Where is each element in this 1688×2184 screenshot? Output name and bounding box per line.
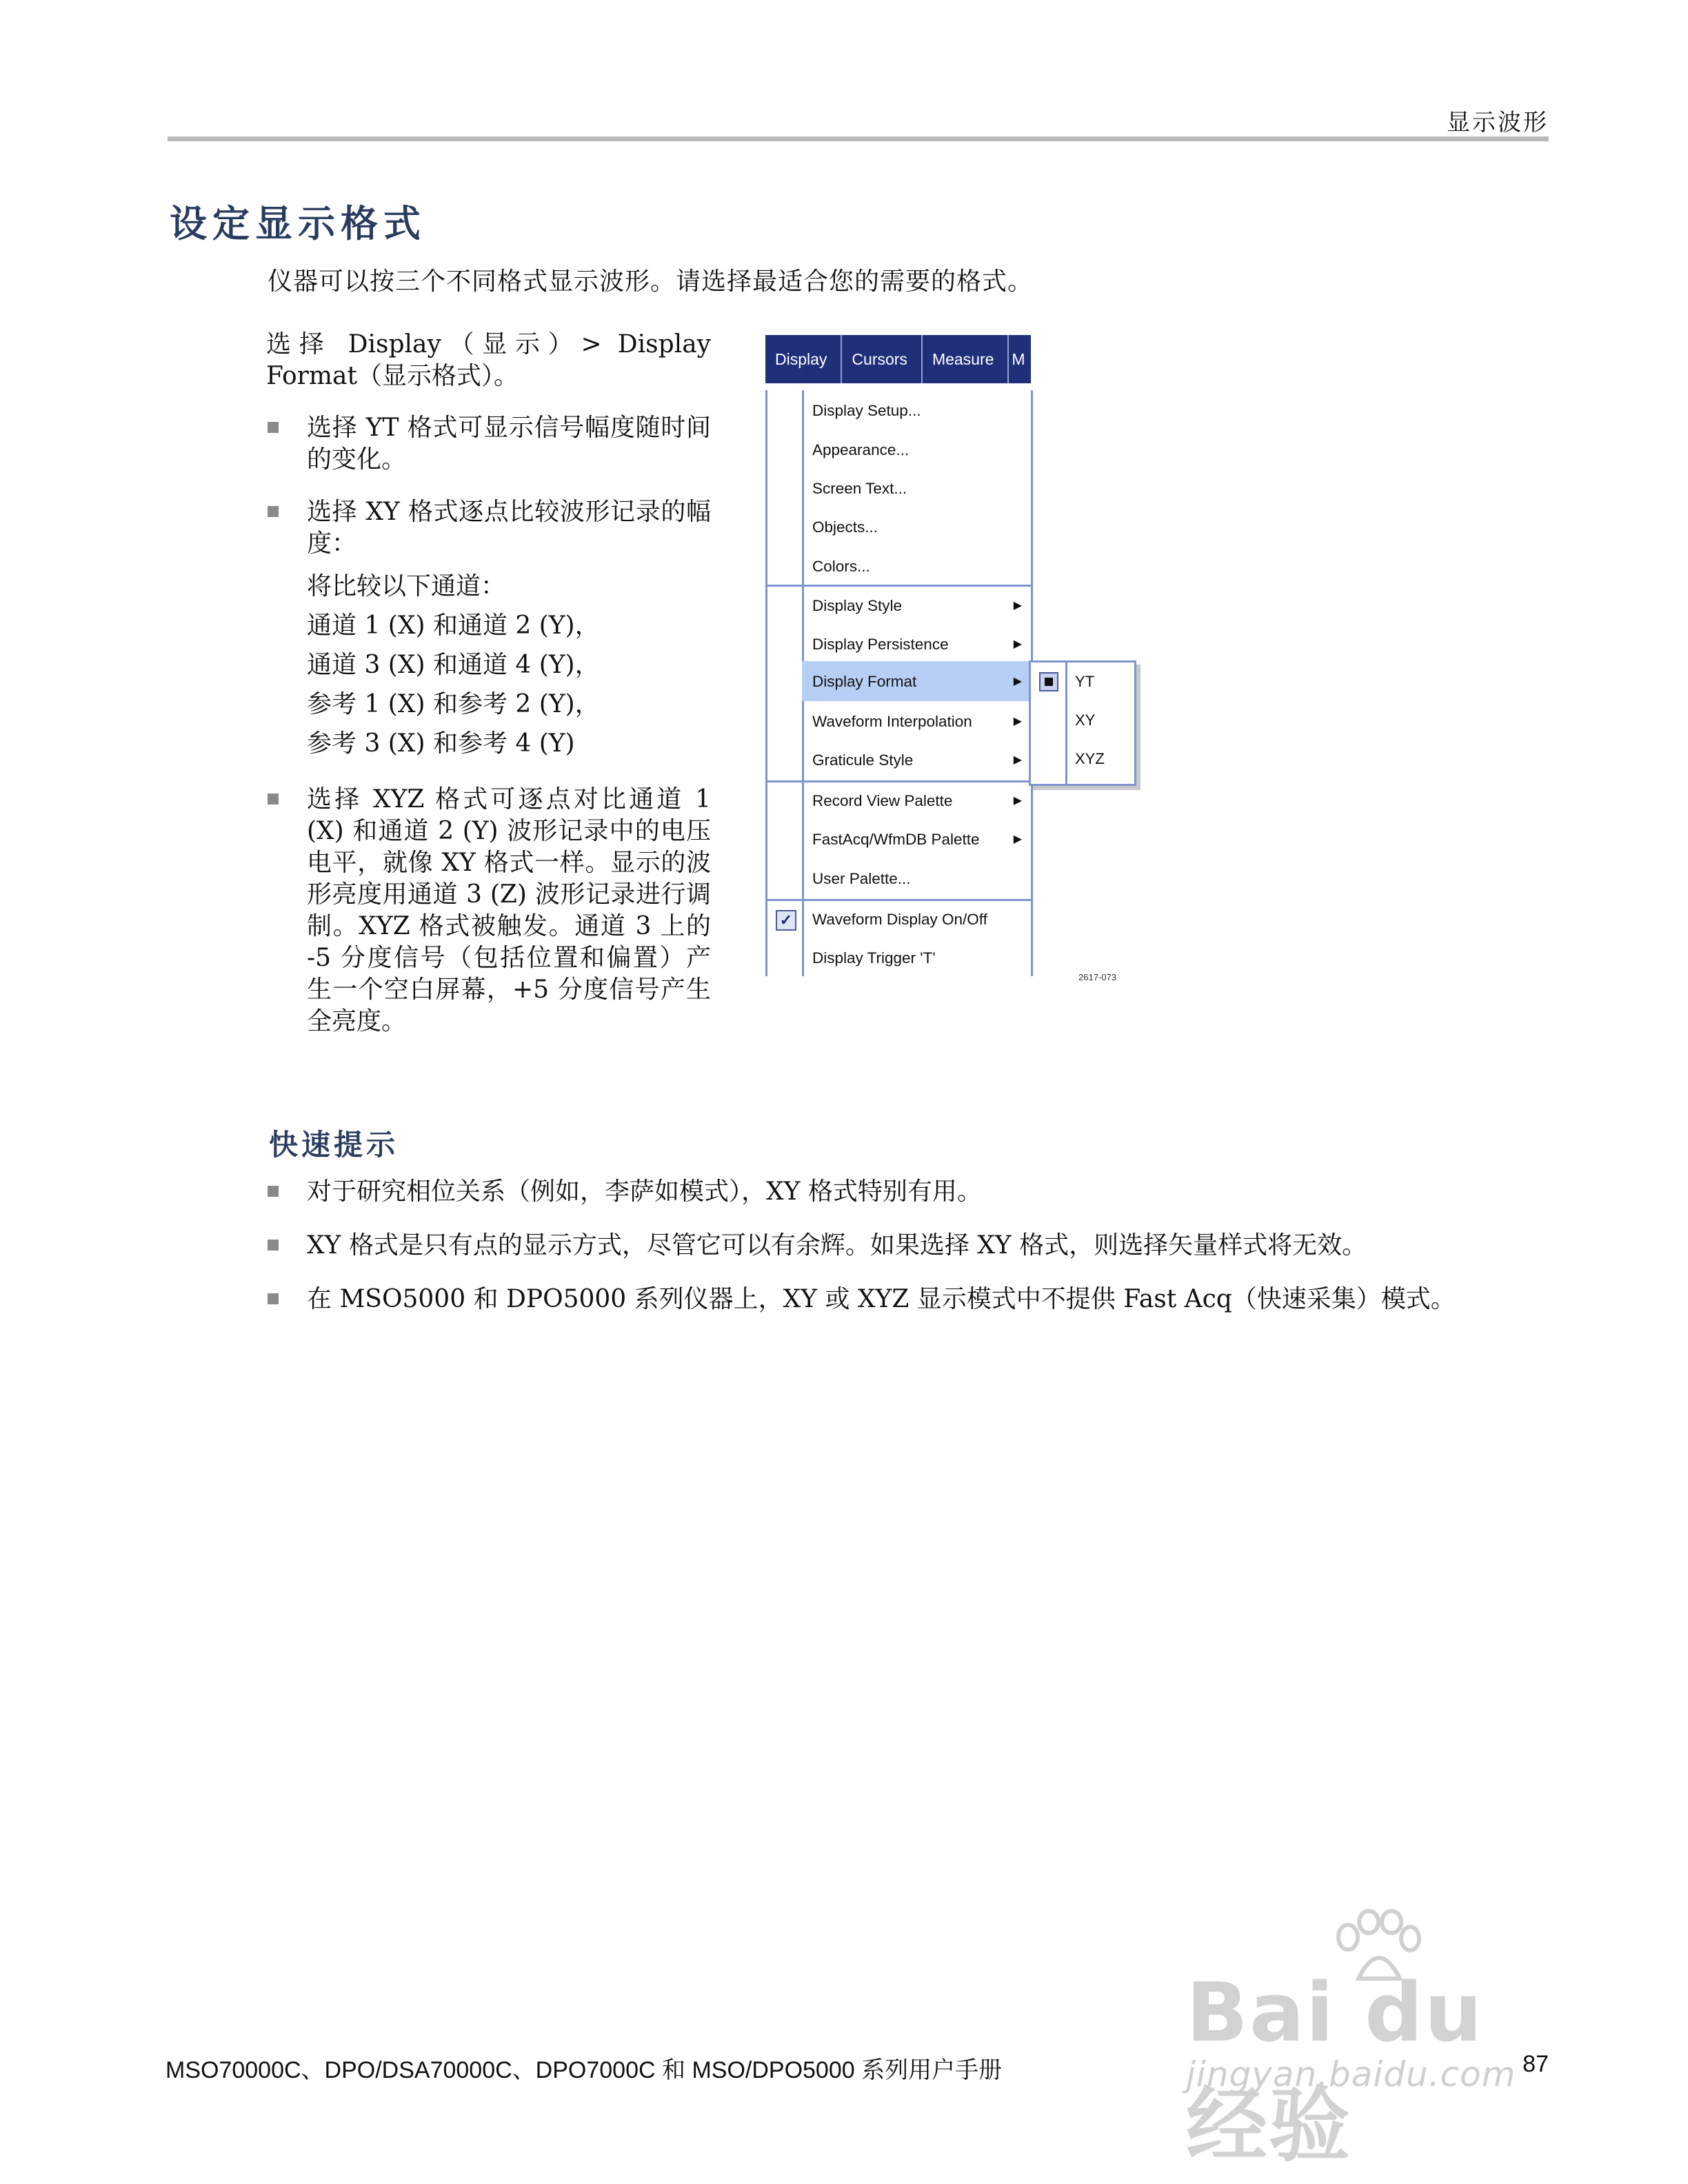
xy-pair: 通道 1 (X) 和通道 2 (Y)，: [307, 611, 600, 640]
bullet-marker: [268, 1293, 279, 1304]
figure-id: 2617-073: [1078, 972, 1116, 982]
format-bullet-list: [266, 412, 711, 1058]
menubar: [765, 335, 1031, 383]
menu-item-waveform-display[interactable]: Waveform Display On/Off: [812, 911, 987, 928]
bullet-xy: [266, 496, 711, 763]
submenu-item-xy[interactable]: XY: [1075, 711, 1096, 729]
menu-item-user-palette[interactable]: User Palette...: [812, 870, 911, 887]
bullet-marker: [268, 793, 279, 805]
bullet-marker: [268, 1186, 279, 1197]
xy-pair: 参考 1 (X) 和参考 2 (Y)，: [307, 690, 600, 718]
menu-item-objects[interactable]: Objects...: [812, 518, 878, 536]
menu-item-display-style[interactable]: Display Style ▶: [812, 587, 1026, 625]
watermark-brand: Bai du 经验: [1186, 1965, 1484, 2173]
menu-item-appearance[interactable]: Appearance...: [812, 441, 910, 458]
page-title: 设定显示格式: [170, 202, 426, 245]
submenu-arrow-icon: ▶: [1013, 716, 1022, 727]
bullet-yt-text: 选择 YT 格式可显示信号幅度随时间的变化。: [307, 414, 711, 474]
menu-item-display-persistence[interactable]: Display Persistence ▶: [812, 625, 1026, 664]
menu-display[interactable]: Display: [765, 335, 842, 383]
submenu-arrow-icon: ▶: [1013, 638, 1022, 650]
menu-item-fastacq-palette[interactable]: FastAcq/WfmDB Palette ▶: [812, 820, 1026, 859]
submenu-arrow-icon: ▶: [1013, 676, 1022, 687]
page-number: 87: [1523, 2051, 1549, 2077]
footer-manual-title: MSO70000C、DPO/DSA70000C、DPO7000C 和 MSO/DPO5000 系列用户手册: [165, 2057, 1003, 2083]
bullet-xyz-text: 选择 XYZ 格式可逐点对比通道 1 (X) 和通道 2 (Y) 波形记录中的电压电平，就像 XY 格式一样。显示的波形亮度用通道 3 (Z) 波形记录进行调制。XYZ 格式被触发。通道 3 上的 -5 分度信号（包括位置和偏置）产生一个空白屏幕，+5 分度信号产生全亮度。: [307, 785, 711, 1035]
submenu-item-xyz[interactable]: XYZ: [1075, 750, 1105, 767]
xy-pair: 参考 3 (X) 和参考 4 (Y): [307, 729, 575, 758]
display-format-submenu: [1029, 660, 1136, 786]
dropdown-gutter: [767, 390, 804, 976]
baidu-watermark: [1165, 1910, 1579, 2173]
bullet-xyz: [266, 784, 711, 1038]
menu-item-display-setup[interactable]: Display Setup...: [812, 402, 921, 419]
tip-item: 对于研究相位关系（例如，李萨如模式），XY 格式特别有用。: [266, 1176, 1521, 1230]
display-menu-screenshot: [765, 335, 1141, 990]
menu-cursors[interactable]: Cursors: [842, 335, 923, 383]
submenu-arrow-icon: ▶: [1013, 833, 1022, 845]
radio-selected-icon: [1039, 672, 1058, 691]
tips-heading: 快速提示: [269, 1128, 399, 1162]
intro-text: 仪器可以按三个不同格式显示波形。请选择最适合您的需要的格式。: [268, 267, 1034, 296]
xy-pair: 通道 3 (X) 和通道 4 (Y)，: [307, 651, 600, 679]
menu-item-colors[interactable]: Colors...: [812, 558, 870, 575]
checkbox-checked-icon: ✓: [776, 910, 796, 931]
instruction-line-2: Format（显示格式）。: [266, 362, 519, 390]
menu-truncated[interactable]: M: [1012, 350, 1025, 368]
instruction-line-1: 选择 Display（显示）> Display: [266, 330, 711, 358]
menu-item-screen-text[interactable]: Screen Text...: [812, 480, 907, 497]
bullet-xy-text: 选择 XY 格式逐点比较波形记录的幅度：: [307, 498, 711, 558]
bullet-marker: [268, 422, 279, 433]
xy-compare-text: 将比较以下通道： 通道 1 (X) 和通道 2 (Y)， 通道 3 (X) 和通道 4 (Y)， 参考 1 (X) 和参考 2 (Y)， 参考 3 (X) 和参考 4 (Y): [307, 572, 600, 758]
display-dropdown: [765, 390, 1033, 976]
bullet-marker: [268, 1240, 279, 1251]
watermark-url: jingyan.baidu.com: [1186, 2054, 1516, 2094]
menu-item-graticule-style[interactable]: Graticule Style ▶: [812, 741, 1026, 780]
section-label: 显示波形: [1447, 109, 1549, 136]
submenu-arrow-icon: ▶: [1013, 600, 1022, 611]
bullet-marker: [268, 506, 279, 517]
tip-item: XY 格式是只有点的显示方式，尽管它可以有余辉。如果选择 XY 格式，则选择矢量样式将无效。: [266, 1230, 1521, 1284]
submenu-arrow-icon: ▶: [1013, 795, 1022, 807]
tip-item: 在 MSO5000 和 DPO5000 系列仪器上，XY 或 XYZ 显示模式中不提供 Fast Acq（快速采集）模式。: [266, 1284, 1521, 1337]
submenu-arrow-icon: ▶: [1013, 754, 1022, 766]
tips-list: [266, 1176, 1521, 1337]
submenu-item-yt[interactable]: YT: [1075, 673, 1095, 690]
menu-measure[interactable]: Measure: [923, 335, 1009, 383]
header-rule: [168, 136, 1549, 141]
bullet-yt: [266, 412, 711, 476]
menu-item-waveform-interpolation[interactable]: Waveform Interpolation ▶: [812, 702, 1026, 741]
menu-item-display-trigger[interactable]: Display Trigger 'T': [812, 949, 936, 967]
menu-item-display-format[interactable]: Display Format ▶: [812, 663, 1026, 701]
menu-item-record-view-palette[interactable]: Record View Palette ▶: [812, 782, 1026, 820]
